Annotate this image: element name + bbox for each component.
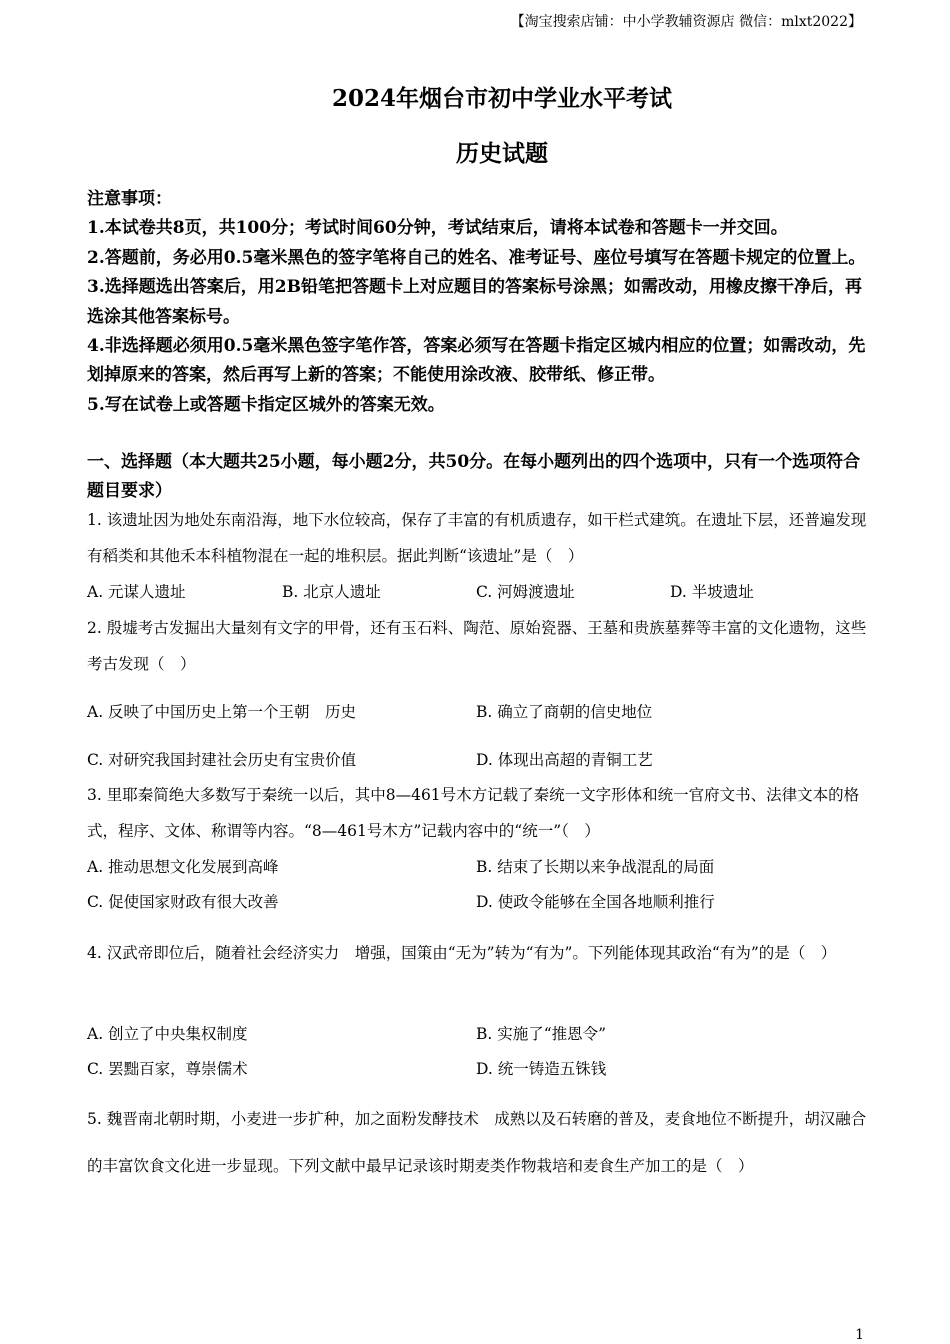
option-d: D. 使政令能够在全国各地顺利推行 (476, 893, 715, 911)
note-item: 1.本试卷共8页，共100分；考试时间60分钟，考试结束后，请将本试卷和答题卡一并交回。 (87, 218, 788, 239)
option-a: A. 反映了中国历史上第一个王朝 历史 (87, 703, 357, 721)
note-item: 4.非选择题必须用0.5毫米黑色签字笔作答，答案必须写在答题卡指定区城内相应的位置；如需改动，先划掉原来的答案，然后再写上新的答案；不能使用涂改液、胶带纸、修正带。 (87, 336, 866, 386)
option-d: D. 体现出高超的青铜工艺 (476, 751, 653, 769)
question-4-stem: 4. 汉武帝即位后，随着社会经济实力 增强，国策由“无为”转为“有为”。下列能体现其政治“有为”的是（ ） (87, 944, 837, 962)
option-c: C. 促使国家财政有很大改善 (87, 893, 279, 911)
option-b: B. 实施了“推恩令” (476, 1025, 607, 1043)
note-item: 5.写在试卷上或答题卡指定区城外的答案无效。 (87, 394, 445, 415)
section-title: 一、选择题（本大题共25小题，每小题2分，共50分。在每小题列出的四个选项中，只有一个选项符合题目要求） (87, 452, 861, 502)
page-number: 1 (855, 1327, 864, 1343)
question-4-options-row1 (87, 1022, 867, 1046)
header-note: 【淘宝搜索店铺：中小学教辅资源店 微信：mlxt2022】 (510, 14, 862, 30)
question-1-options (87, 580, 867, 604)
question-4-options-row2 (87, 1057, 867, 1081)
option-b: B. 北京人遗址 (282, 583, 381, 601)
question-2-options-row2 (87, 748, 867, 772)
page-title: 2024年烟台市初中学业水平考试 (331, 85, 672, 112)
notes-heading: 注意事项： (87, 189, 172, 209)
notes-block (87, 185, 867, 420)
option-c: C. 罢黜百家，尊崇儒术 (87, 1060, 248, 1078)
question-2-options-row1 (87, 700, 867, 724)
note-item: 3.选择题选出答案后，用2B铅笔把答题卡上对应题目的答案标号涂黑；如需改动，用橡皮擦干净后，再选涂其他答案标号。 (87, 277, 862, 327)
option-a: A. 元谋人遗址 (87, 583, 186, 601)
option-b: B. 结束了长期以来争战混乱的局面 (476, 858, 715, 876)
option-a: A. 推动思想文化发展到高峰 (87, 858, 279, 876)
note-item: 2.答题前，务必用0.5毫米黑色的签字笔将自己的姓名、准考证号、座位号填写在答题卡规定的位置上。 (87, 247, 866, 268)
option-a: A. 创立了中央集权制度 (87, 1025, 248, 1043)
question-3-options-row2 (87, 890, 867, 914)
option-d: D. 半坡遗址 (670, 583, 754, 601)
option-d: D. 统一铸造五铢钱 (476, 1060, 607, 1078)
question-1-stem: 1. 该遗址因为地处东南沿海，地下水位较高，保存了丰富的有机质遗存，如干栏式建筑。在遗址下层，还普遍发现有稻类和其他禾本科植物混在一起的堆积层。据此判断“该遗址”是（ ） (87, 511, 867, 565)
option-c: C. 对研究我国封建社会历史有宝贵价值 (87, 751, 357, 769)
page-subtitle: 历史试题 (456, 140, 548, 167)
question-2-stem: 2. 殷墟考古发掘出大量刻有文字的甲骨，还有玉石料、陶范、原始瓷器、王墓和贵族墓葬等丰富的文化遗物，这些考古发现（ ） (87, 619, 867, 673)
option-c: C. 河姆渡遗址 (476, 583, 575, 601)
question-3-options-row1 (87, 855, 867, 879)
option-b: B. 确立了商朝的信史地位 (476, 703, 653, 721)
question-5-stem: 5. 魏晋南北朝时期，小麦进一步扩种，加之面粉发酵技术 成熟以及石转磨的普及，麦食地位不断提升，胡汉融合的丰富饮食文化进一步显现。下列文献中最早记录该时期麦类作物栽培和麦食生产加工的是（ ） (87, 1110, 867, 1175)
question-3-stem: 3. 里耶秦简绝大多数写于秦统一以后，其中8—461号木方记载了秦统一文字形体和统一官府文书、法律文本的格式，程序、文体、称谓等内容。“8—461号木方”记载内容中的“统一”（ ） (87, 786, 860, 840)
